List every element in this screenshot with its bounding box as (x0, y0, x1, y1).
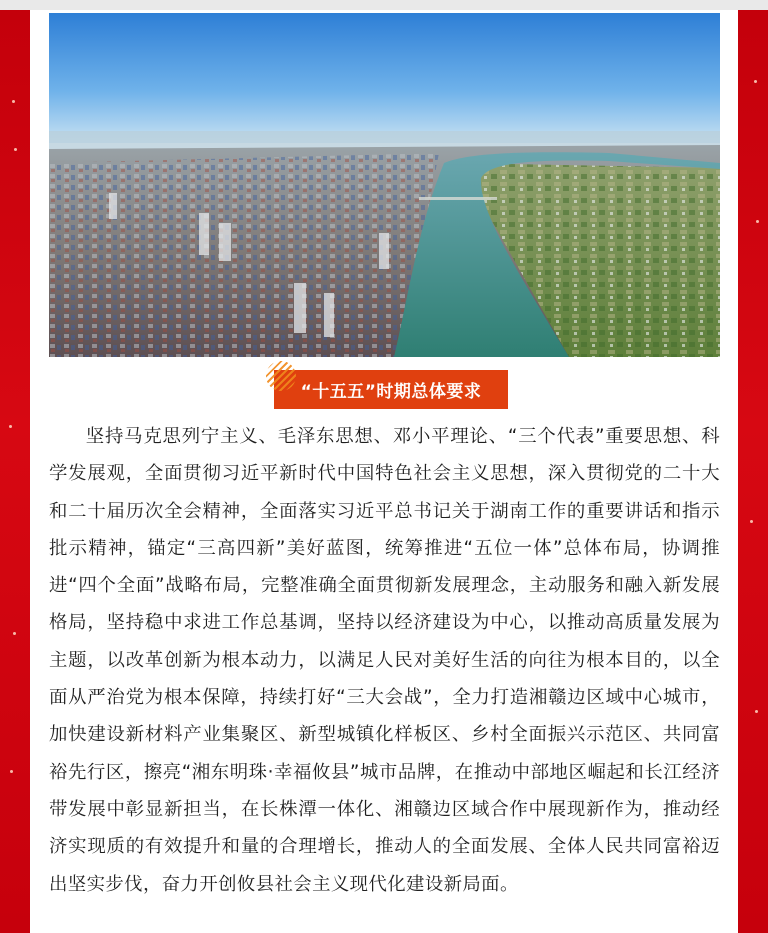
sparkle (754, 80, 757, 83)
sparkle (10, 770, 13, 773)
section-title-banner (274, 370, 508, 409)
section-title: “十五五”时期总体要求 (300, 382, 482, 402)
sparkle (13, 632, 16, 635)
right-red-border (738, 10, 768, 933)
sparkle (12, 100, 15, 103)
sparkle (9, 425, 12, 428)
left-red-border (0, 10, 30, 933)
article-paragraph: 坚持马克思列宁主义、毛泽东思想、邓小平理论、“三个代表”重要思想、科学发展观，全面贯彻习近平新时代中国特色社会主义思想，深入贯彻党的二十大和二十届历次全会精神，全面落实习近平总书记关于湖南工作的重要讲话和指示批示精神，锚定“三高四新”美好蓝图，统筹推进“五位一体”总体布局，协调推进“四个全面”战略布局，完整准确全面贯彻新发展理念，主动服务和融入新发展格局，坚持稳中求进工作总基调，坚持以经济建设为中心，以推动高质量发展为主题，以改革创新为根本动力，以满足人民对美好生活的向往为根本目的，以全面从严治党为根本保障，持续打好“三大会战”，全力打造湘赣边区域中心城市，加快建设新材料产业集聚区、新型城镇化样板区、乡村全面振兴示范区、共同富裕先行区，擦亮“湘东明珠·幸福攸县”城市品牌，在推动中部地区崛起和长江经济带发展中彰显新担当，在长株潭一体化、湘赣边区域合作中展现新作为，推动经济实现质的有效提升和量的合理增长，推动人的全面发展、全体人民共同富裕迈出坚实步伐，奋力开创攸县社会主义现代化建设新局面。 (49, 426, 720, 895)
sparkle (756, 220, 759, 223)
sparkle (750, 520, 753, 523)
top-strip (0, 0, 768, 10)
sparkle (755, 710, 758, 713)
aerial-city-river-photo (49, 13, 720, 357)
sparkle (14, 148, 17, 151)
decorative-stripe-icon (266, 361, 296, 391)
